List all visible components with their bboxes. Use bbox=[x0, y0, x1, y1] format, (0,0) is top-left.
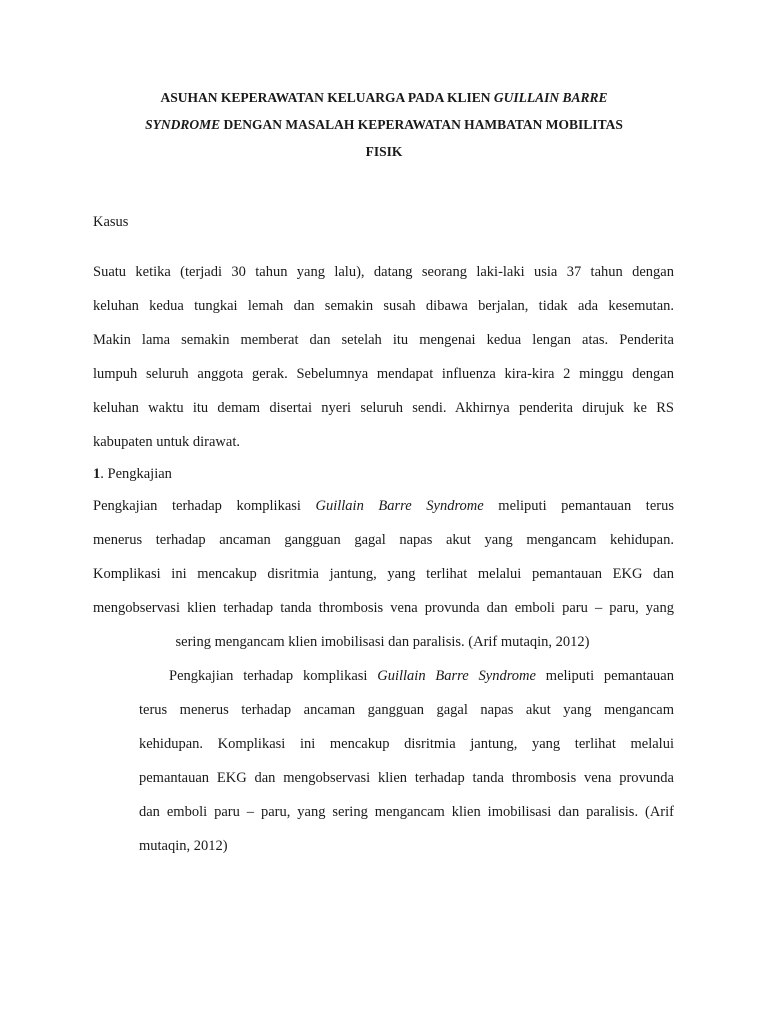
kasus-paragraph bbox=[93, 262, 674, 466]
kasus-heading: Kasus bbox=[93, 214, 129, 230]
section-number: 1 bbox=[93, 466, 101, 482]
paragraph-line: kabupaten untuk dirawat. bbox=[93, 434, 240, 450]
line-text: Pengkajian terhadap komplikasi bbox=[93, 498, 316, 514]
title-italic-text: SYNDROME bbox=[145, 117, 221, 132]
paragraph-line: Suatu ketika (terjadi 30 tahun yang lalu), datang seorang laki-laki usia 37 tahun dengan bbox=[93, 264, 674, 280]
title-line-3: FISIK bbox=[365, 144, 403, 159]
paragraph-line: sering mengancam klien imobilisasi dan paralisis. (Arif mutaqin, 2012) bbox=[175, 634, 590, 650]
paragraph-line: Makin lama semakin memberat dan setelah itu mengenai kedua lengan atas. Penderita bbox=[93, 332, 674, 348]
italic-term: Guillain Barre Syndrome bbox=[377, 668, 536, 684]
title-text: DENGAN MASALAH KEPERAWATAN HAMBATAN MOBILITAS bbox=[220, 117, 623, 132]
line-text: Pengkajian terhadap komplikasi bbox=[169, 668, 378, 684]
paragraph-line: mengobservasi klien terhadap tanda thrombosis vena provunda dan emboli paru – paru, yang bbox=[93, 600, 674, 616]
paragraph-line bbox=[93, 496, 674, 530]
paragraph-line: keluhan waktu itu demam disertai nyeri seluruh sendi. Akhirnya penderita dirujuk ke RS bbox=[93, 400, 674, 416]
paragraph-line: pemantauan EKG dan mengobservasi klien terhadap tanda thrombosis vena provunda bbox=[139, 770, 674, 786]
section-label: . Pengkajian bbox=[100, 466, 172, 482]
paragraph-line: mutaqin, 2012) bbox=[139, 838, 228, 854]
section-heading-pengkajian bbox=[93, 464, 172, 484]
paragraph-line: keluhan kedua tungkai lemah dan semakin susah dibawa berjalan, tidak ada kesemutan. bbox=[93, 298, 674, 314]
paragraph-line: Komplikasi ini mencakup disritmia jantung, yang terlihat melalui pemantauan EKG dan bbox=[93, 566, 674, 582]
title-italic-text: GUILLAIN BARRE bbox=[493, 90, 608, 105]
title-text: ASUHAN KEPERAWATAN KELUARGA PADA KLIEN bbox=[160, 90, 494, 105]
paragraph-line: dan emboli paru – paru, yang sering mengancam klien imobilisasi dan paralisis. (Arif bbox=[139, 804, 674, 820]
title-line-1 bbox=[90, 84, 678, 111]
paragraph-line: terus menerus terhadap ancaman gangguan gagal napas akut yang mengancam bbox=[139, 702, 674, 718]
paragraph-line: menerus terhadap ancaman gangguan gagal napas akut yang mengancam kehidupan. bbox=[93, 532, 674, 548]
line-text: meliputi pemantauan terus bbox=[483, 498, 674, 514]
italic-term: Guillain Barre Syndrome bbox=[315, 498, 484, 514]
line-text: meliputi pemantauan bbox=[535, 668, 674, 684]
pengkajian-paragraph bbox=[93, 496, 674, 666]
paragraph-line bbox=[169, 666, 674, 700]
title-line-2 bbox=[90, 111, 678, 138]
paragraph-line: lumpuh seluruh anggota gerak. Sebelumnya mendapat influenza kira-kira 2 minggu dengan bbox=[93, 366, 674, 382]
paragraph-line: kehidupan. Komplikasi ini mencakup disritmia jantung, yang terlihat melalui bbox=[139, 736, 674, 752]
indented-paragraph bbox=[139, 666, 674, 870]
document-title bbox=[90, 84, 678, 165]
